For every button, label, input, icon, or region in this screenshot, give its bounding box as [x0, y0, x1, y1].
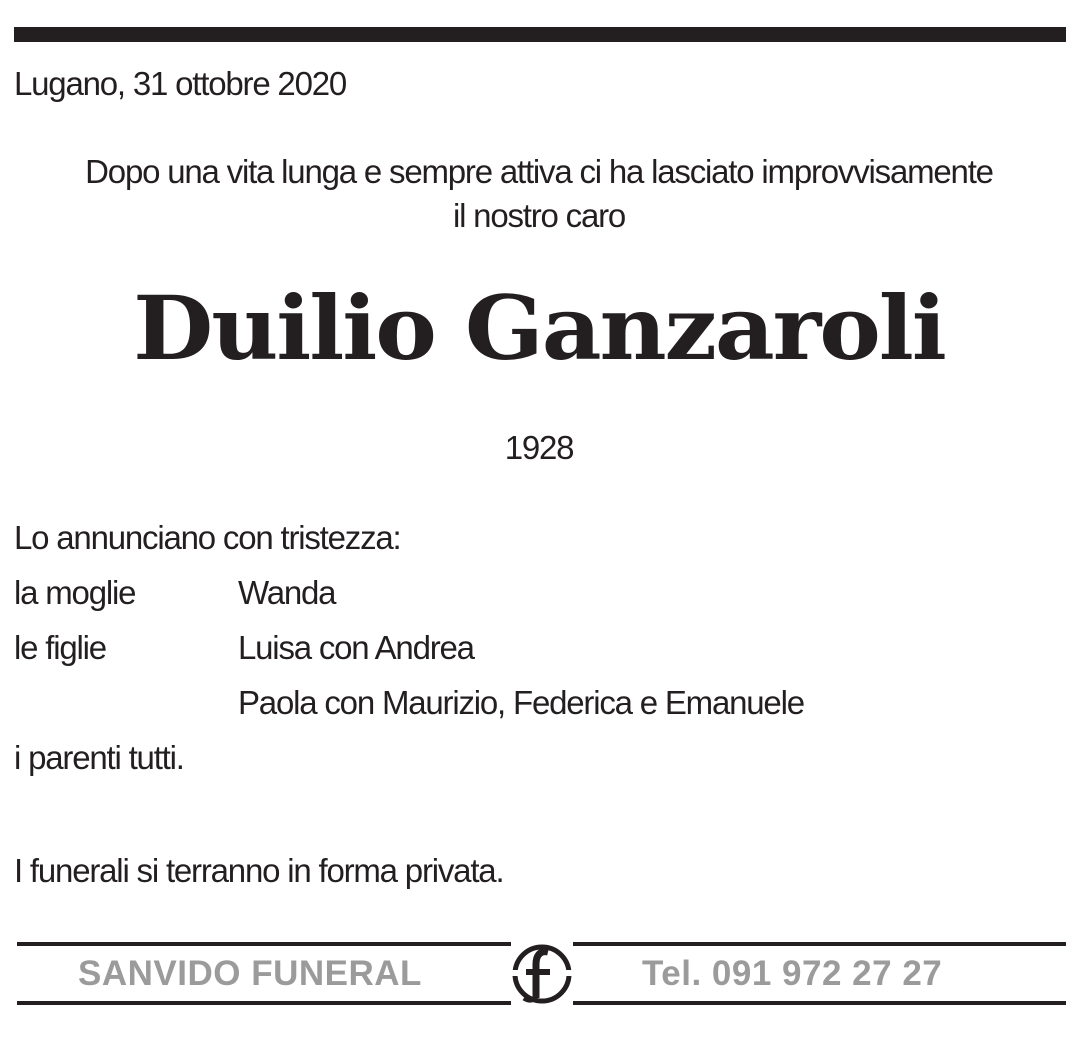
relative-label-wife: la moglie	[14, 574, 136, 611]
deceased-name: Duilio Ganzaroli	[133, 276, 945, 380]
intro-line-1: Dopo una vita lunga e sempre attiva ci ha lasciato improvvisamente	[85, 153, 993, 190]
footer-rule-right-bottom	[573, 1001, 1066, 1005]
footer-rule-right-top	[573, 942, 1066, 946]
intro-line-2: il nostro caro	[452, 197, 626, 234]
birth-year: 1928	[504, 429, 574, 466]
top-divider	[14, 27, 1066, 42]
footer-rule-left-top	[17, 942, 511, 946]
funeral-info: I funerali si terranno in forma privata.	[14, 852, 504, 889]
announcement-line: Lo annunciano con tristezza:	[14, 519, 401, 556]
relative-label-daughters: le figlie	[14, 629, 106, 666]
closing-relatives: i parenti tutti.	[14, 739, 184, 776]
footer-rule-left-bottom	[17, 1001, 511, 1005]
phone-number: Tel. 091 972 27 27	[642, 954, 943, 993]
sanvido-funeral-logo-icon	[510, 942, 574, 1006]
relative-names-daughter-2: Paola con Maurizio, Federica e Emanuele	[238, 684, 804, 721]
relative-names-daughter-1: Luisa con Andrea	[238, 629, 474, 666]
company-name: SANVIDO FUNERAL	[78, 954, 422, 993]
date-line: Lugano, 31 ottobre 2020	[14, 65, 347, 102]
relative-names-wife: Wanda	[238, 574, 336, 611]
